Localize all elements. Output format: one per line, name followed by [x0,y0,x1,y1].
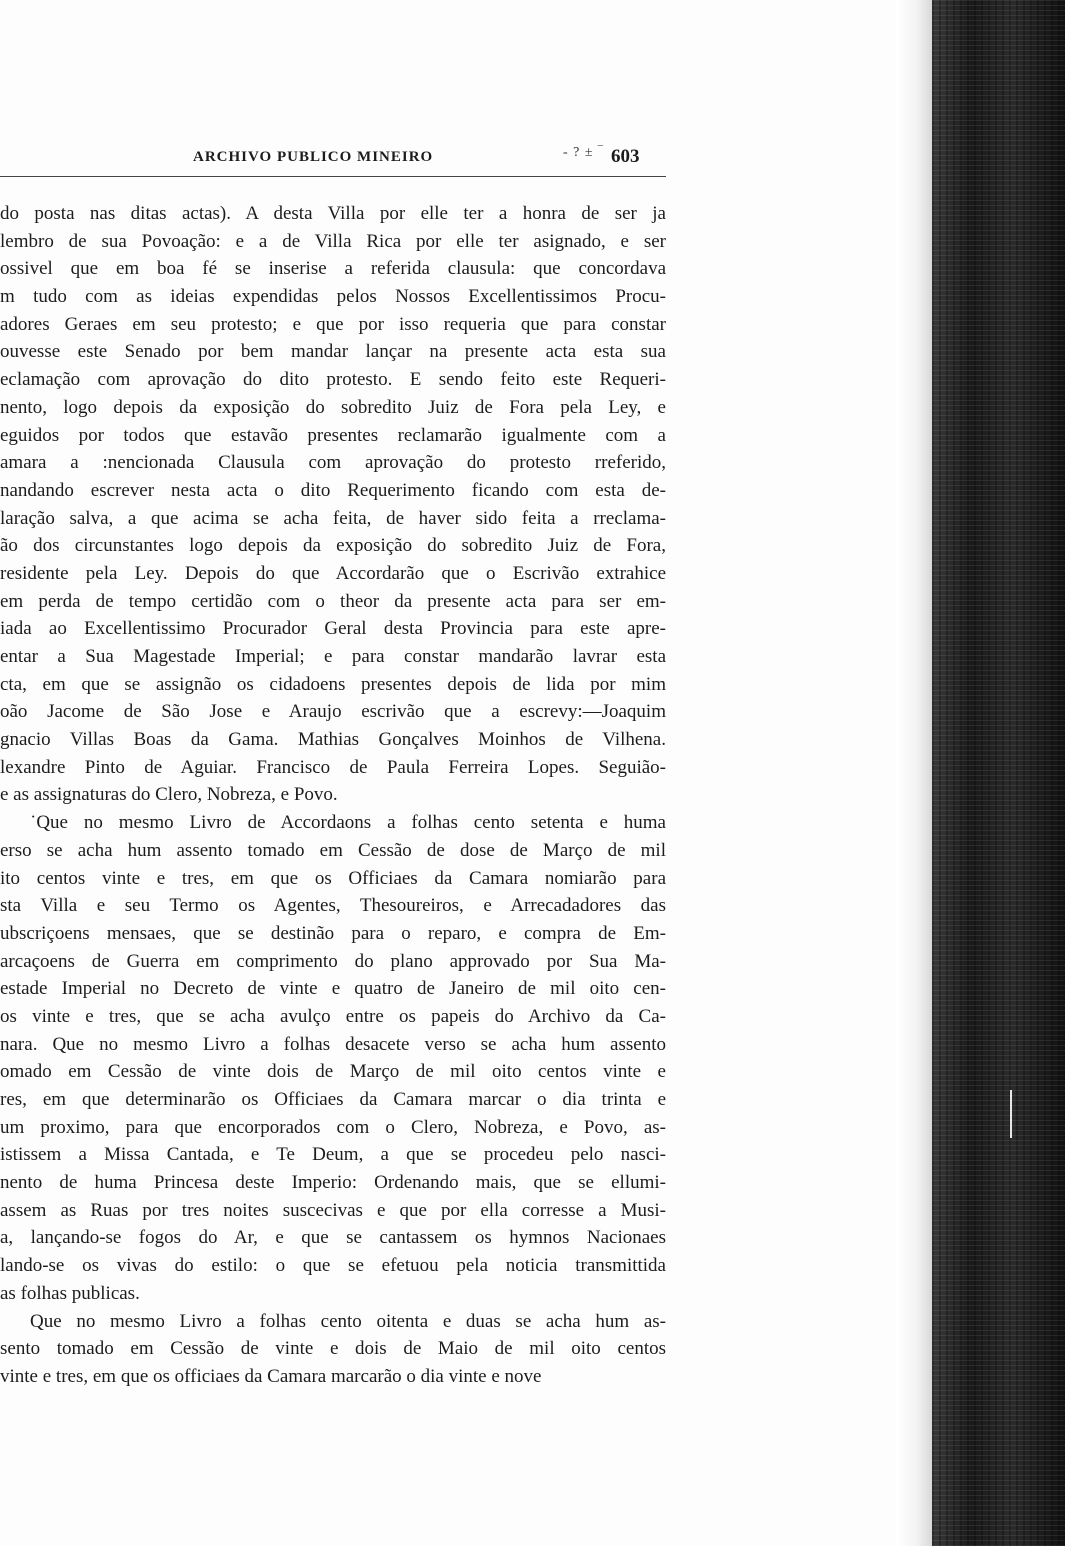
text-line: ossivel que em boa fé se inserise a referida clausula: que concordava [0,258,666,280]
text-line: ubscriçoens mensaes, que se destinão para o reparo, e compra de Em- [0,922,666,944]
text-line: ouvesse este Senado por bem mandar lançar na presente acta esta sua [0,341,666,363]
text-line: as folhas publicas. [0,1282,140,1304]
text-line: nento, logo depois da exposição do sobredito Juiz de Fora pela Ley, e [0,396,666,418]
header-rule [0,176,666,177]
text-line: um proximo, para que encorporados com o Clero, Nobreza, e Povo, as- [0,1116,666,1138]
scanned-book-edge [932,0,1065,1546]
text-line: os vinte e tres, que se acha avulço entre os papeis do Archivo da Ca- [0,1005,666,1027]
text-line: omado em Cessão de vinte dois de Março de mil oito centos vinte e [0,1061,666,1083]
text-line: ˙Que no mesmo Livro de Accordaons a folhas cento setenta e huma [30,812,666,834]
text-line: estade Imperial no Decreto de vinte e quatro de Janeiro de mil oito cen- [0,978,666,1000]
text-line: oão Jacome de São Jose e Araujo escrivão que a escrevy:—Joaquim [0,701,666,723]
text-line: sento tomado em Cessão de vinte e dois de Maio de mil oito centos [0,1338,666,1360]
text-line: adores Geraes em seu protesto; e que por isso requeria que para constar [0,313,666,335]
text-line: em perda de tempo certidão com o theor da presente acta para ser em- [0,590,666,612]
text-line: laração salva, a que acima se acha feita, de haver sido feita a rreclama- [0,507,666,529]
text-line: nento de huma Princesa deste Imperio: Ordenando mais, que se ellumi- [0,1172,666,1194]
page-number: 603 [611,146,640,167]
text-line: cta, em que se assignão os cidadoens presentes depois de lida por mim [0,673,666,695]
running-title: ARCHIVO PUBLICO MINEIRO [193,149,434,165]
text-line: eclamação com aprovação do dito protesto. E sendo feito este Requeri- [0,369,666,391]
body-text [0,200,668,1391]
text-line: eguidos por todos que estavão presentes reclamarão igualmente com a [0,424,666,446]
text-line: ito centos vinte e tres, em que os Officiaes da Camara nomiarão para [0,867,666,889]
text-line: entar a Sua Magestade Imperial; e para constar mandarão lavrar esta [0,646,666,667]
text-line: vinte e tres, em que os officiaes da Camara marcarão o dia vinte e nove [0,1365,542,1387]
text-line: a, lançando-se fogos do Ar, e que se cantassem os hymnos Nacionaes [0,1227,666,1249]
text-line: e as assignaturas do Clero, Nobreza, e Povo. [0,784,338,806]
text-line: sta Villa e seu Termo os Agentes, Thesoureiros, e Arrecadadores das [0,895,666,917]
text-line: assem as Ruas por tres noites suscecivas e que por ella corresse a Musi- [0,1199,666,1221]
text-line: nandando escrever nesta acta o dito Requerimento ficando com esta de- [0,479,666,501]
text-line: do posta nas ditas actas). A desta Villa por elle ter a honra de ser ja [0,203,666,224]
text-line: Que no mesmo Livro a folhas cento oitenta e duas se acha hum as- [30,1310,666,1332]
text-line: gnacio Villas Boas da Gama. Mathias Gonçalves Moinhos de Vilhena. [0,729,666,751]
text-line: ão dos circunstantes logo depois da exposição do sobredito Juiz de Fora, [0,535,666,557]
text-line: erso se acha hum assento tomado em Cessão de dose de Março de mil [0,839,666,861]
text-line: res, em que determinarão os Officiaes da Camara marcar o dia trinta e [0,1089,666,1110]
running-header [0,145,666,171]
text-line: iada ao Excellentissimo Procurador Geral desta Provincia para este apre- [0,618,666,640]
text-line: istissem a Missa Cantada, e Te Deum, a que se procedeu pelo nasci- [0,1144,666,1166]
text-line: m tudo com as ideias expendidas pelos Nossos Excellentissimos Procu- [0,286,666,308]
text-line: nara. Que no mesmo Livro a folhas desacete verso se acha hum assento [0,1033,666,1055]
text-line: lando-se os vivas do estilo: o que se efetuou pela noticia transmittida [0,1255,666,1277]
text-line: residente pela Ley. Depois do que Accordarão que o Escrivão extrahice [0,562,666,584]
text-line: arcaçoens de Guerra em comprimento do plano approvado por Sua Ma- [0,950,666,972]
header-ornament: - ? ± ‾ [563,145,604,160]
text-line: lembro de sua Povoação: e a de Villa Rica por elle ter asignado, e ser [0,230,666,252]
text-line: lexandre Pinto de Aguiar. Francisco de Paula Ferreira Lopes. Seguião- [0,756,666,778]
text-line: amara a :nencionada Clausula com aprovação do protesto rreferido, [0,452,666,474]
edge-scratch [1010,1090,1012,1138]
page-gutter [896,0,932,1546]
